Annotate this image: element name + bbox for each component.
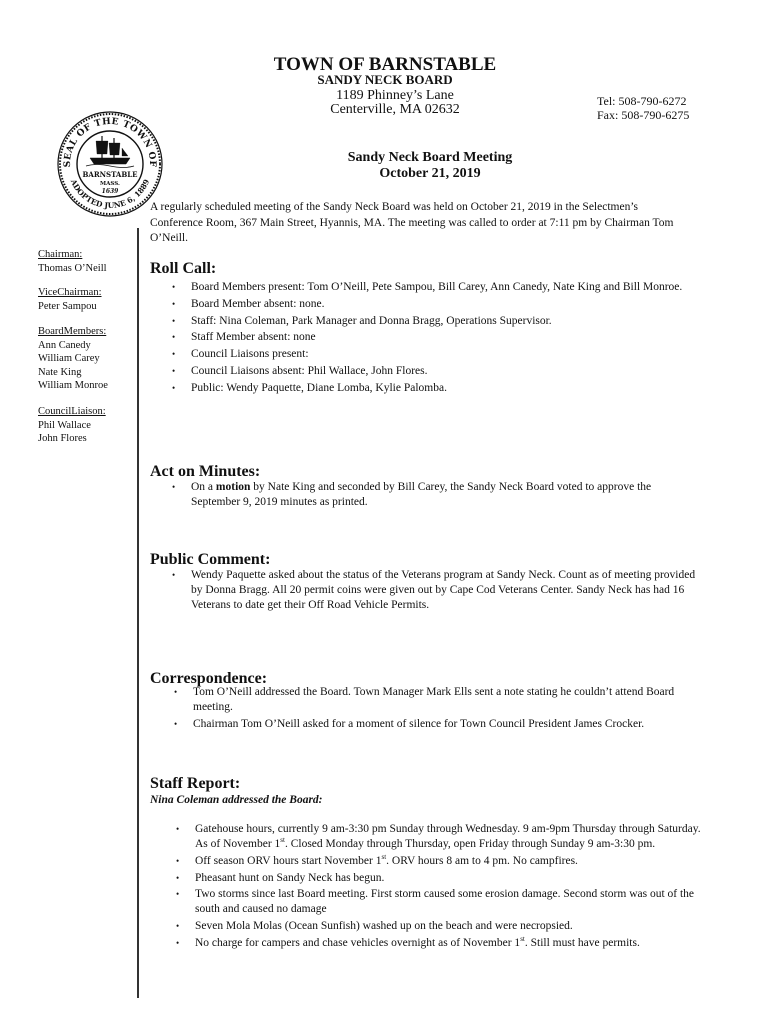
vice-chairman-label: ViceChairman: — [38, 287, 102, 298]
seal-year: 1639 — [101, 188, 119, 195]
town-title: TOWN OF BARNSTABLE — [273, 54, 497, 75]
list-item: • Tom O’Neill addressed the Board. Town Manager Mark Ells sent a note stating he couldn’t attend Board meeting. — [174, 686, 675, 713]
chairman-name: Thomas O’Neill — [38, 262, 107, 274]
seal-bottom-text: ADOPTED JUNE 6, 1889 — [68, 177, 152, 211]
motion-text: motion — [215, 481, 251, 493]
list-item: • Board Members present: Tom O’Neill, Pete Sampou, Bill Carey, Ann Canedy, Nate King and Bill Monroe. — [172, 281, 683, 293]
staff-report-list — [176, 822, 711, 953]
seal-state: MASS. — [100, 181, 120, 187]
roll-call-list — [172, 280, 692, 398]
board-member: William Carey — [38, 353, 100, 364]
minutes-heading: Act on Minutes: — [150, 463, 261, 480]
correspondence-list — [174, 685, 694, 734]
list-item: • Chairman Tom O’Neill asked for a moment of silence for Town Council President James Crocker. — [174, 717, 645, 730]
city-address: Centerville, MA 02632 — [330, 102, 460, 117]
roll-call-heading: Roll Call: — [150, 260, 217, 277]
chairman-label: Chairman: — [38, 249, 83, 260]
public-comment-list — [172, 568, 697, 615]
council-liaison: Phil Wallace — [38, 419, 91, 431]
list-item: • Off season ORV hours start November 1st. ORV hours 8 am to 4 pm. No campfires. — [176, 852, 578, 867]
public-comment-heading: Public Comment: — [150, 551, 271, 568]
meeting-title: Sandy Neck Board Meeting — [347, 150, 513, 165]
board-member: Nate King — [38, 366, 82, 378]
telephone: Tel: 508-790-6272 — [597, 94, 687, 108]
board-members-label: BoardMembers: — [38, 326, 107, 337]
list-item: • Seven Mola Molas (Ocean Sunfish) washed up on the beach and were necropsied. — [176, 920, 573, 933]
list-item: • Two storms since last Board meeting. First storm caused some erosion damage. Second storm was out of the south and caused no damage — [176, 888, 695, 916]
list-item: • Board Member absent: none. — [172, 297, 325, 310]
street-address: 1189 Phinney’s Lane — [336, 88, 454, 103]
minutes-list — [172, 480, 697, 512]
seal-top-text: SEAL OF THE TOWN OF — [62, 116, 158, 168]
board-member: Ann Canedy — [38, 339, 91, 351]
sidebar-chairman — [38, 248, 133, 275]
town-seal-icon — [56, 110, 164, 218]
list-item: • No charge for campers and chase vehicles overnight as of November 1st. Still must have permits. — [176, 935, 640, 949]
council-liaison-label: CouncilLiaison: — [38, 406, 106, 417]
vice-chairman-name: Peter Sampou — [38, 300, 97, 312]
staff-report-subheading: Nina Coleman addressed the Board: — [150, 794, 323, 806]
sidebar-divider — [137, 228, 139, 998]
list-item: • Gatehouse hours, currently 9 am-3:30 pm Sunday through Wednesday. 9 am-9pm Thursday through Saturday. As of November 1st. Closed Monday through Thursday, open Friday through Sunday 9 am-3:30 pm. — [176, 823, 701, 850]
council-liaison: John Flores — [38, 433, 87, 444]
list-item: • Staff: Nina Coleman, Park Manager and Donna Bragg, Operations Supervisor. — [172, 314, 552, 327]
staff-report-heading: Staff Report: — [150, 775, 241, 792]
sidebar-vice-chairman — [38, 286, 133, 313]
correspondence-heading: Correspondence: — [150, 670, 268, 687]
seal-town-name: BARNSTABLE — [82, 170, 138, 179]
intro-paragraph: A regularly scheduled meeting of the Sandy Neck Board was held on October 21, 2019 in the Selectmen’s Conference Room, 367 Main Street, Hyannis, MA. The meeting was called to order at 7:11 pm by Chairman Tom O’Neill. — [150, 201, 674, 244]
list-item: • On a motion by Nate King and seconded by Bill Carey, the Sandy Neck Board voted to approve the September 9, 2019 minutes as printed. — [172, 481, 652, 508]
fax: Fax: 508-790-6275 — [597, 108, 690, 122]
list-item: • Staff Member absent: none — [172, 331, 316, 344]
list-item: • Council Liaisons absent: Phil Wallace, John Flores. — [172, 364, 428, 377]
list-item: • Council Liaisons present: — [172, 348, 309, 361]
list-item: • Wendy Paquette asked about the status of the Veterans program at Sandy Neck. Count as of meeting provided by Donna Bragg. All 20 permit coins were given out by Cape Cod Veterans Center. Sandy Neck has had 16 Veterans to date get their Off Road Vehicle Permits. — [172, 569, 696, 611]
board-member: William Monroe — [38, 380, 108, 391]
meeting-date: October 21, 2019 — [379, 166, 481, 181]
sidebar-council-liaison — [38, 405, 133, 446]
board-name: SANDY NECK BOARD — [317, 72, 453, 87]
list-item: • Public: Wendy Paquette, Diane Lomba, Kylie Palomba. — [172, 381, 447, 394]
list-item: • Pheasant hunt on Sandy Neck has begun. — [176, 871, 385, 884]
sidebar-board-members — [38, 325, 133, 393]
